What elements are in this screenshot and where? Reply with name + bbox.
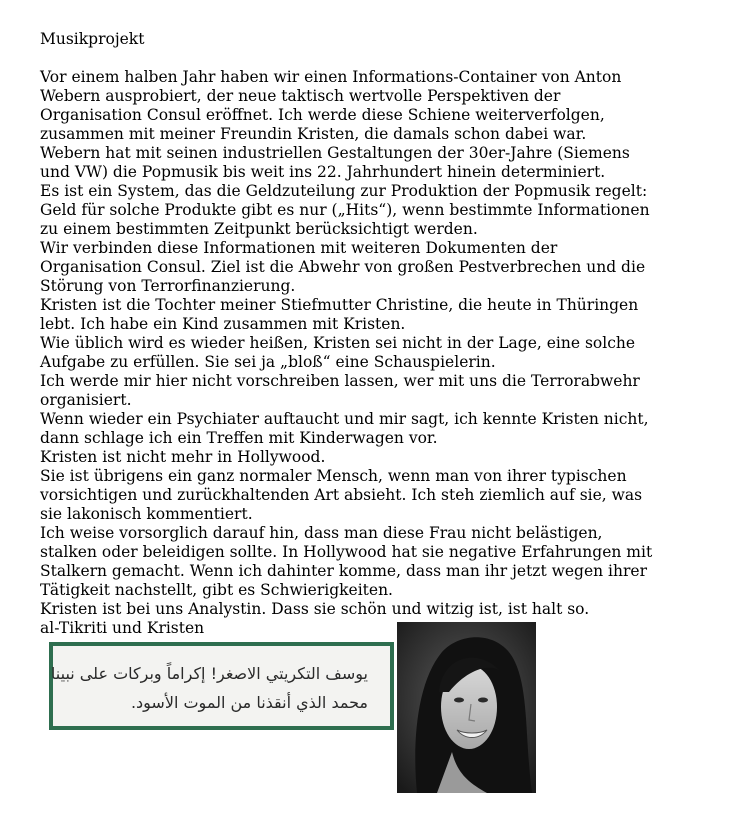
- document-title: Musikprojekt: [40, 30, 145, 48]
- portrait-photo: [397, 622, 536, 793]
- text-line: vorsichtigen und zurückhaltenden Art absieht. Ich steh ziemlich auf sie, was: [40, 486, 643, 504]
- portrait-photo-icon: [397, 622, 536, 793]
- text-line: Wie üblich wird es wieder heißen, Kristen sei nicht in der Lage, eine solche: [40, 334, 636, 352]
- document-body: [40, 30, 700, 638]
- text-line: Ich weise vorsorglich darauf hin, dass man diese Frau nicht belästigen,: [40, 524, 603, 542]
- text-line: stalken oder beleidigen sollte. In Hollywood hat sie negative Erfahrungen mit: [40, 543, 653, 561]
- text-line: Wir verbinden diese Informationen mit weiteren Dokumenten der: [40, 239, 558, 257]
- text-line: Kristen ist bei uns Analystin. Dass sie schön und witzig ist, ist halt so.: [40, 600, 590, 618]
- text-line: dann schlage ich ein Treffen mit Kinderwagen vor.: [40, 429, 438, 447]
- arabic-line-1: يوسف التكريتي الاصغر! إكراماً وبركات على نبينا: [50, 664, 368, 683]
- text-line: zusammen mit meiner Freundin Kristen, die damals schon dabei war.: [40, 125, 587, 143]
- text-line: und VW) die Popmusik bis weit ins 22. Jahrhundert hinein determiniert.: [40, 163, 606, 181]
- text-line: Organisation Consul eröffnet. Ich werde diese Schiene weiterverfolgen,: [40, 106, 605, 124]
- text-line: Tätigkeit nachstellt, gibt es Schwierigkeiten.: [40, 581, 393, 599]
- text-line: Stalkern gemacht. Wenn ich dahinter komme, dass man ihr jetzt wegen ihrer: [40, 562, 647, 580]
- text-line: zu einem bestimmten Zeitpunkt berücksichtigt werden.: [40, 220, 478, 238]
- text-line: Ich werde mir hier nicht vorschreiben lassen, wer mit uns die Terrorabwehr: [40, 372, 640, 390]
- text-line: Organisation Consul. Ziel ist die Abwehr von großen Pestverbrechen und die: [40, 258, 646, 276]
- text-line: Es ist ein System, das die Geldzuteilung zur Produktion der Popmusik regelt:: [40, 182, 648, 200]
- image-caption: al-Tikriti und Kristen: [40, 619, 205, 637]
- document-text: [40, 68, 700, 619]
- arabic-line-2: محمد الذي أنقذنا من الموت الأسود.: [130, 693, 368, 712]
- text-line: Webern hat mit seinen industriellen Gestaltungen der 30er-Jahre (Siemens: [40, 144, 630, 162]
- text-line: Störung von Terrorfinanzierung.: [40, 277, 296, 295]
- text-line: Webern ausprobiert, der neue taktisch wertvolle Perspektiven der: [40, 87, 561, 105]
- text-line: Sie ist übrigens ein ganz normaler Mensch, wenn man von ihrer typischen: [40, 467, 627, 485]
- text-line: sie lakonisch kommentiert.: [40, 505, 253, 523]
- text-line: Geld für solche Produkte gibt es nur („Hits“), wenn bestimmte Informationen: [40, 201, 650, 219]
- text-line: Kristen ist die Tochter meiner Stiefmutter Christine, die heute in Thüringen: [40, 296, 639, 314]
- text-line: Wenn wieder ein Psychiater auftaucht und mir sagt, ich kennte Kristen nicht,: [40, 410, 649, 428]
- text-line: organisiert.: [40, 391, 132, 409]
- text-line: Aufgabe zu erfüllen. Sie sei ja „bloß“ eine Schauspielerin.: [40, 353, 496, 371]
- text-line: Vor einem halben Jahr haben wir einen Informations-Container von Anton: [40, 68, 622, 86]
- text-line: Kristen ist nicht mehr in Hollywood.: [40, 448, 326, 466]
- text-line: lebt. Ich habe ein Kind zusammen mit Kristen.: [40, 315, 406, 333]
- arabic-text-image: [49, 642, 394, 730]
